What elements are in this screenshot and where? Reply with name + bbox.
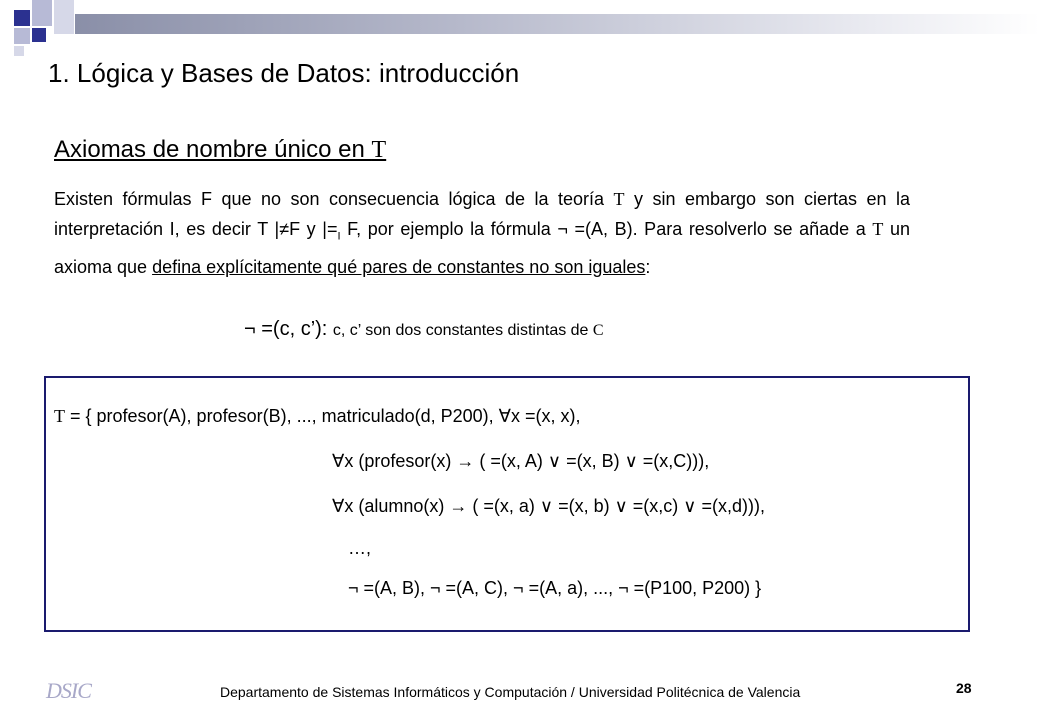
theory-line-2-d: =(x,C))), (637, 451, 710, 471)
axiom-formula: ¬ =(c, c’): (244, 318, 333, 340)
interpretation-subscript: I (337, 230, 341, 243)
or-symbol: ∨ (624, 451, 638, 471)
deco-square-light (54, 0, 74, 34)
theory-line-3-d: =(x,c) (627, 496, 684, 516)
deco-square-dark (14, 10, 30, 26)
underlined-phrase: defina explícitamente qué pares de constantes no son iguales (152, 256, 646, 277)
explanation-paragraph (54, 184, 910, 282)
or-symbol: ∨ (683, 496, 697, 516)
theory-line-3-c: =(x, b) (553, 496, 615, 516)
deco-square-light (32, 0, 52, 26)
theory-line-5: ¬ =(A, B), ¬ =(A, C), ¬ =(A, a), ..., ¬ =(P100, P200) } (348, 578, 762, 598)
or-symbol: ∨ (539, 496, 554, 516)
forall-symbol: ∀ (498, 406, 511, 426)
para-text-2: y sin embargo son ciertas en la interpretación I, es decir T | (54, 189, 910, 239)
theory-line-2-a: x (profesor(x) (344, 451, 457, 471)
theory-line-3-b: ( =(x, a) (467, 496, 540, 516)
deco-square-dark (32, 28, 46, 42)
or-symbol: ∨ (614, 496, 628, 516)
header-gradient-bar (75, 14, 1040, 34)
implies-symbol: → (449, 496, 468, 516)
not-entails-symbol: ≠ (279, 219, 290, 239)
theory-line-4: …, (348, 538, 372, 558)
theory-line-3-a: x (alumno(x) (344, 496, 450, 516)
para-text-1: Existen fórmulas F que no son consecuencia lógica de la teoría (54, 189, 614, 209)
theory-line-1-end: x =(x, x), (511, 406, 581, 426)
theory-line-1-text: = { profesor(A), profesor(B), ..., matriculado(d, P200), (65, 406, 499, 426)
para-text-6: : (645, 256, 651, 277)
subtitle-text: Axiomas de nombre único en (54, 136, 372, 163)
constants-set-symbol: C (592, 322, 604, 339)
dsic-logo: DSIC (46, 678, 91, 703)
theory-line-2 (332, 451, 709, 472)
axiom-description: c, c’ son dos constantes distintas de (332, 322, 593, 339)
axiom-schema (244, 318, 604, 341)
footer-text: Departamento de Sistemas Informáticos y Computación / Universidad Politécnica de Valencia (220, 684, 801, 700)
theory-symbol: T (371, 137, 387, 163)
section-subtitle (54, 136, 386, 164)
theory-symbol: T (613, 189, 625, 209)
implies-symbol: → (456, 451, 475, 471)
theory-line-3 (332, 496, 765, 517)
theory-line-3-e: =(x,d))), (696, 496, 765, 516)
deco-square-light (14, 28, 30, 44)
slide-title: 1. Lógica y Bases de Datos: introducción (48, 58, 520, 88)
theory-symbol: T (54, 406, 65, 426)
theory-symbol: T (872, 219, 884, 239)
deco-square-light (14, 46, 24, 56)
forall-symbol: ∀ (332, 496, 345, 516)
para-text-5: un axioma que (54, 219, 911, 277)
theory-line-1 (54, 406, 581, 427)
theory-line-2-b: ( =(x, A) (474, 451, 548, 471)
theory-line-2-c: =(x, B) (561, 451, 625, 471)
para-text-3: F y |= (289, 219, 338, 239)
para-text-4: F, por ejemplo la fórmula ¬ =(A, B). Para resolverlo se añade a (340, 219, 873, 239)
or-symbol: ∨ (547, 451, 562, 471)
forall-symbol: ∀ (332, 451, 345, 471)
page-number: 28 (956, 680, 972, 696)
